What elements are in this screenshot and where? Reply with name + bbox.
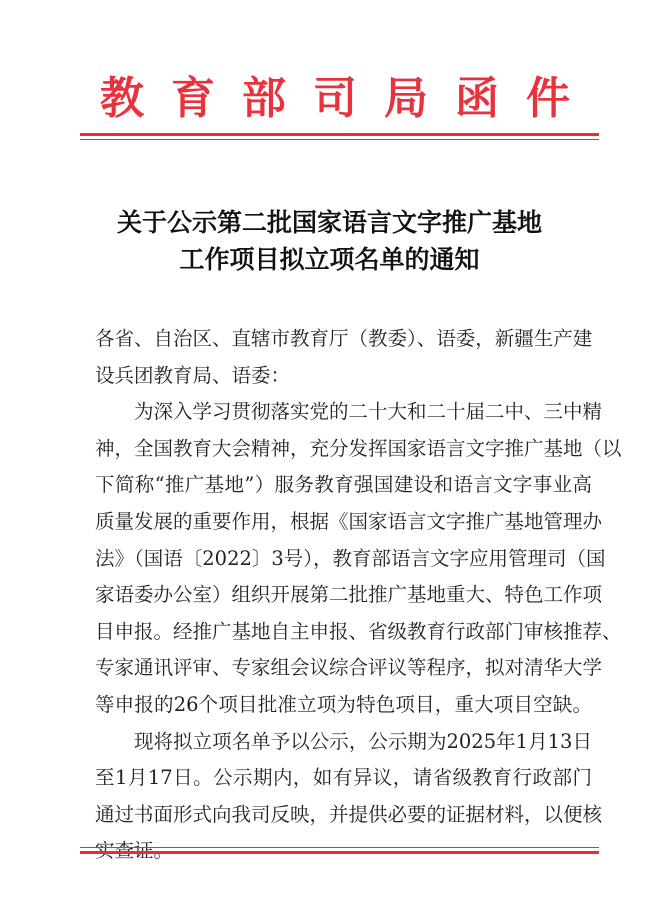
title-line: 关于公示第二批国家语言文字推广基地: [116, 208, 542, 237]
text-line: 家语委办公室）组织开展第二批推广基地重大、特色工作项: [95, 583, 603, 607]
masthead-char: 函: [455, 73, 499, 124]
masthead-char: 育: [171, 73, 215, 124]
header-thin-rule: [80, 139, 599, 140]
text-line: 各省、自治区、直辖市教育厅（教委）、语委，新疆生产建: [95, 327, 593, 350]
masthead-char: 司: [313, 73, 357, 124]
text-line: 等申报的26个项目批准立项为特色项目，重大项目空缺。: [95, 692, 592, 716]
text-line: 质量发展的重要作用，根据《国家语言文字推广基地管理办: [95, 509, 603, 533]
masthead: [100, 62, 570, 126]
text-line: 设兵团教育局、语委：: [95, 363, 291, 387]
text-line: 通过书面形式向我司反映，并提供必要的证据材料，以便核: [95, 802, 603, 826]
document-body: [95, 321, 622, 870]
text-line: 法》（国语〔2022〕3号），教育部语言文字应用管理司（国: [95, 546, 606, 570]
document-title: [0, 204, 659, 278]
text-line: 下简称“推广基地”）服务教育强国建设和语言文字事业高: [95, 473, 592, 497]
salutation: [95, 321, 592, 394]
text-line: 为深入学习贯彻落实党的二十大和二十届二中、三中精: [134, 400, 603, 424]
footer-thick-rule: [80, 851, 599, 854]
text-line: 专家通讯评审、专家组会议综合评议等程序，拟对清华大学: [95, 656, 603, 680]
paragraph-1: [95, 394, 622, 723]
masthead-char: 局: [384, 73, 428, 124]
footer-thin-rule: [80, 847, 599, 848]
text-line: 至1月17日。公示期内，如有异议，请省级教育行政部门: [95, 766, 592, 790]
header-thick-rule: [80, 133, 599, 136]
masthead-char: 教: [100, 73, 144, 124]
masthead-char: 件: [526, 73, 570, 124]
masthead-char: 部: [242, 73, 286, 124]
text-line: 现将拟立项名单予以公示，公示期为2025年1月13日: [134, 729, 592, 753]
title-line: 工作项目拟立项名单的通知: [179, 245, 480, 274]
text-line: 目申报。经推广基地自主申报、省级教育行政部门审核推荐、: [95, 619, 622, 643]
text-line: 神，全国教育大会精神，充分发挥国家语言文字推广基地（以: [95, 436, 622, 460]
